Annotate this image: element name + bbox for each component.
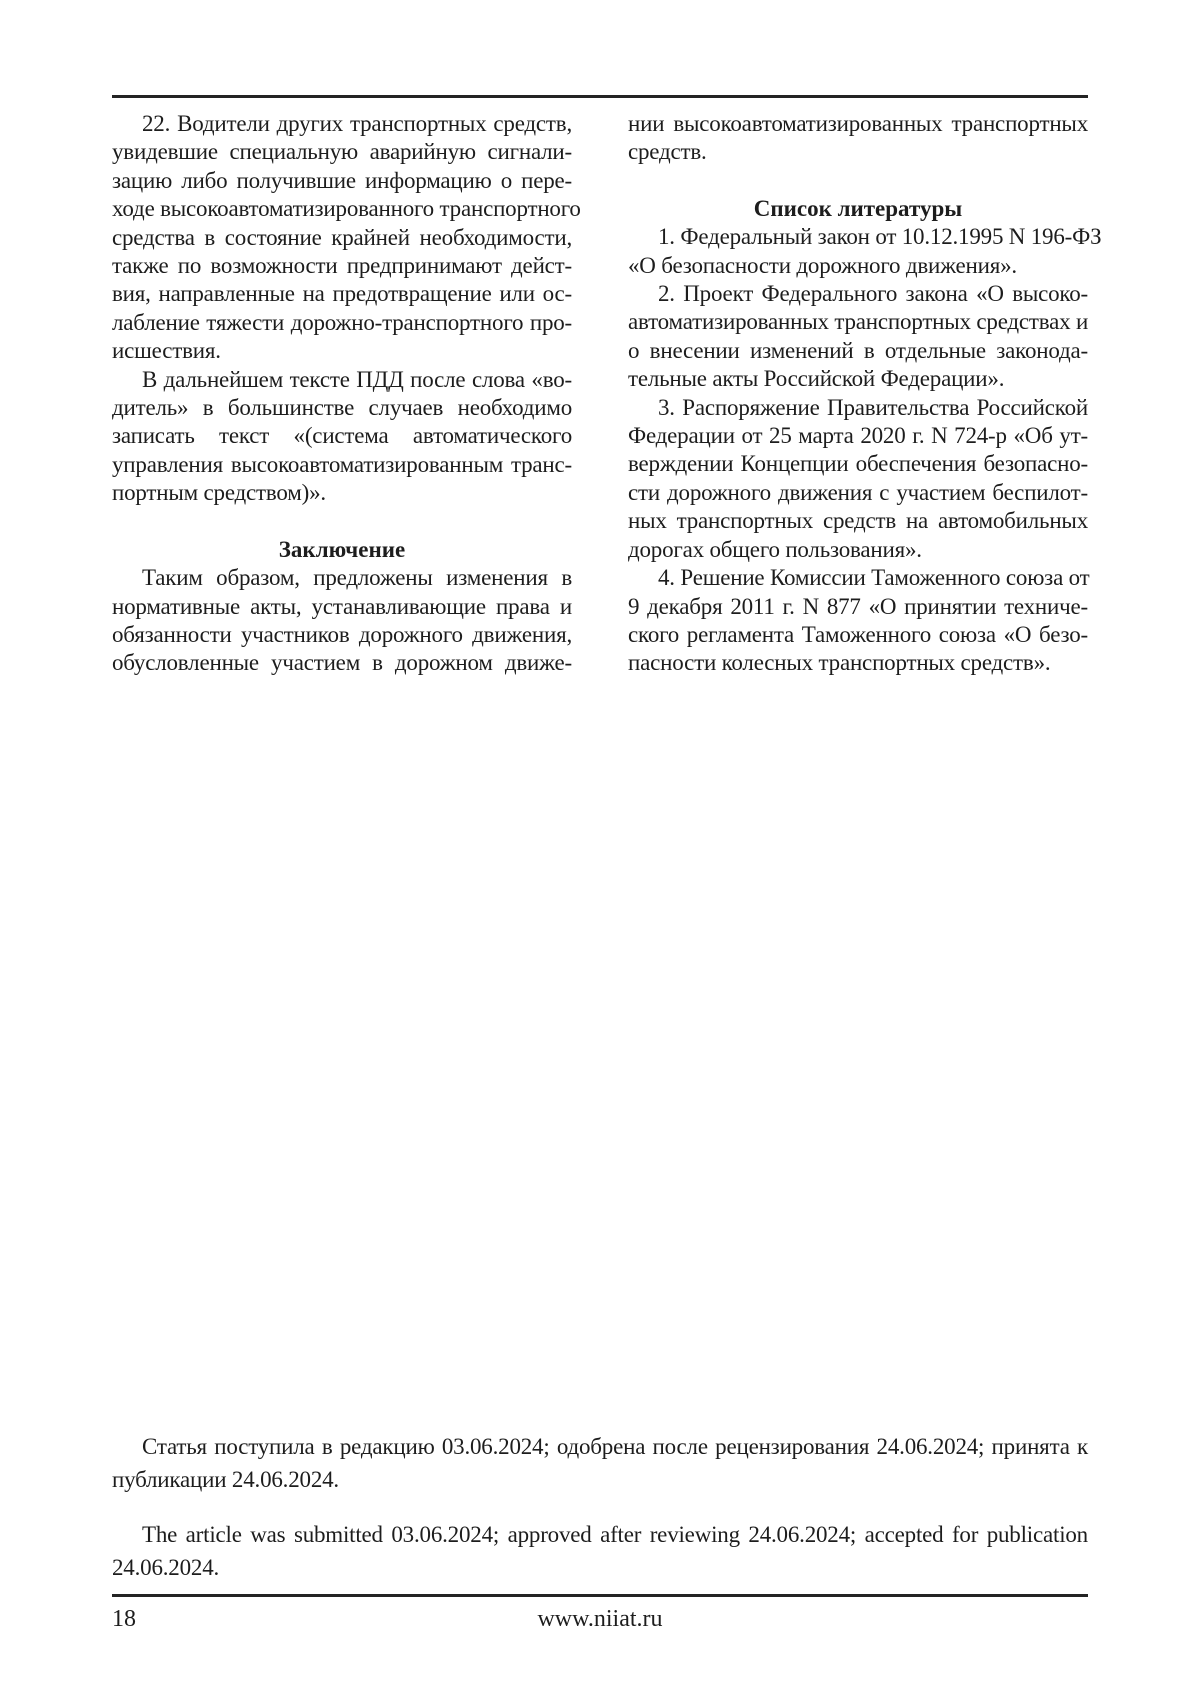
text-line: о внесении изменений в отдельные законода- — [628, 337, 1088, 363]
top-rule — [112, 95, 1088, 98]
text-line: средств. — [628, 139, 707, 165]
text-line: увидевшие специальную аварийную сигнали- — [112, 139, 572, 165]
text-line: 22. Водители других транспортных средств, — [142, 111, 572, 136]
text-line: 3. Распоряжение Правительства Российской — [658, 394, 1088, 420]
website-link[interactable]: www.niiat.ru — [537, 1606, 663, 1632]
text-line: дитель» в большинстве случаев необходимо — [112, 395, 572, 421]
text-line: нормативные акты, устанавливающие права и — [112, 593, 572, 619]
text-line: В дальнейшем тексте ПДД после слова «во- — [142, 366, 572, 392]
text-line: нии высокоавтоматизированных транспортных — [628, 111, 1088, 136]
submission-note-en — [112, 1518, 1088, 1584]
text-line: исшествия. — [112, 338, 221, 364]
text-line: 9 декабря 2011 г. N 877 «О принятии техниче- — [628, 593, 1088, 619]
text-line: лабление тяжести дорожно-транспортного про- — [112, 309, 572, 335]
text-line: 4. Решение Комиссии Таможенного союза от — [658, 565, 1090, 591]
text-line: портным средством)». — [112, 480, 326, 506]
text-line: «О безопасности дорожного движения». — [628, 252, 1017, 278]
text-line: записать текст «(система автоматического — [112, 423, 572, 449]
text-line: ных транспортных средств на автомобильных — [628, 508, 1088, 534]
text-line: ского регламента Таможенного союза «О безо- — [628, 621, 1088, 647]
section-heading: Список литературы — [753, 195, 963, 221]
bottom-rule — [112, 1594, 1088, 1597]
section-heading: Заключение — [278, 536, 406, 562]
text-line: 2. Проект Федерального закона «О высоко- — [658, 281, 1088, 307]
note-line: 24.06.2024. — [112, 1555, 220, 1580]
text-line: автоматизированных транспортных средствах и — [628, 309, 1089, 335]
text-line: вия, направленные на предотвращение или ос- — [112, 281, 572, 307]
text-line: верждении Концепции обеспечения безопасно- — [628, 451, 1088, 477]
page-footer — [112, 1606, 1088, 1642]
text-line: дорогах общего пользования». — [628, 536, 922, 562]
note-line: публикации 24.06.2024. — [112, 1467, 339, 1492]
text-line: 1. Федеральный закон от 10.12.1995 N 196-ФЗ — [658, 224, 1102, 250]
page-number: 18 — [112, 1606, 136, 1632]
text-line: средства в состояние крайней необходимости, — [112, 224, 572, 250]
text-line: обязанности участников дорожного движения, — [112, 621, 572, 647]
note-line: The article was submitted 03.06.2024; approved after reviewing 24.06.2024; accepted for publication — [142, 1522, 1088, 1547]
article-body — [112, 110, 1102, 678]
text-line: Таким образом, предложены изменения в — [142, 565, 572, 591]
text-line: также по возможности предпринимают дейст- — [112, 253, 572, 279]
left-column — [112, 110, 581, 678]
text-line: сти дорожного движения с участием беспилот- — [628, 479, 1088, 505]
submission-note-ru — [112, 1430, 1088, 1496]
text-line: управления высокоавтоматизированным транс- — [112, 451, 572, 477]
text-line: обусловленные участием в дорожном движе- — [112, 650, 572, 676]
text-line: Федерации от 25 марта 2020 г. N 724-р «Об ут- — [628, 423, 1088, 449]
text-line: ходе высокоавтоматизированного транспортного — [112, 196, 581, 222]
text-line: зацию либо получившие информацию о пере- — [112, 167, 572, 193]
text-line: тельные акты Российской Федерации». — [628, 366, 1005, 392]
text-line: пасности колесных транспортных средств». — [628, 650, 1051, 676]
note-line: Статья поступила в редакцию 03.06.2024; одобрена после рецензирования 24.06.2024; принята к — [142, 1434, 1088, 1459]
right-column — [628, 110, 1102, 678]
